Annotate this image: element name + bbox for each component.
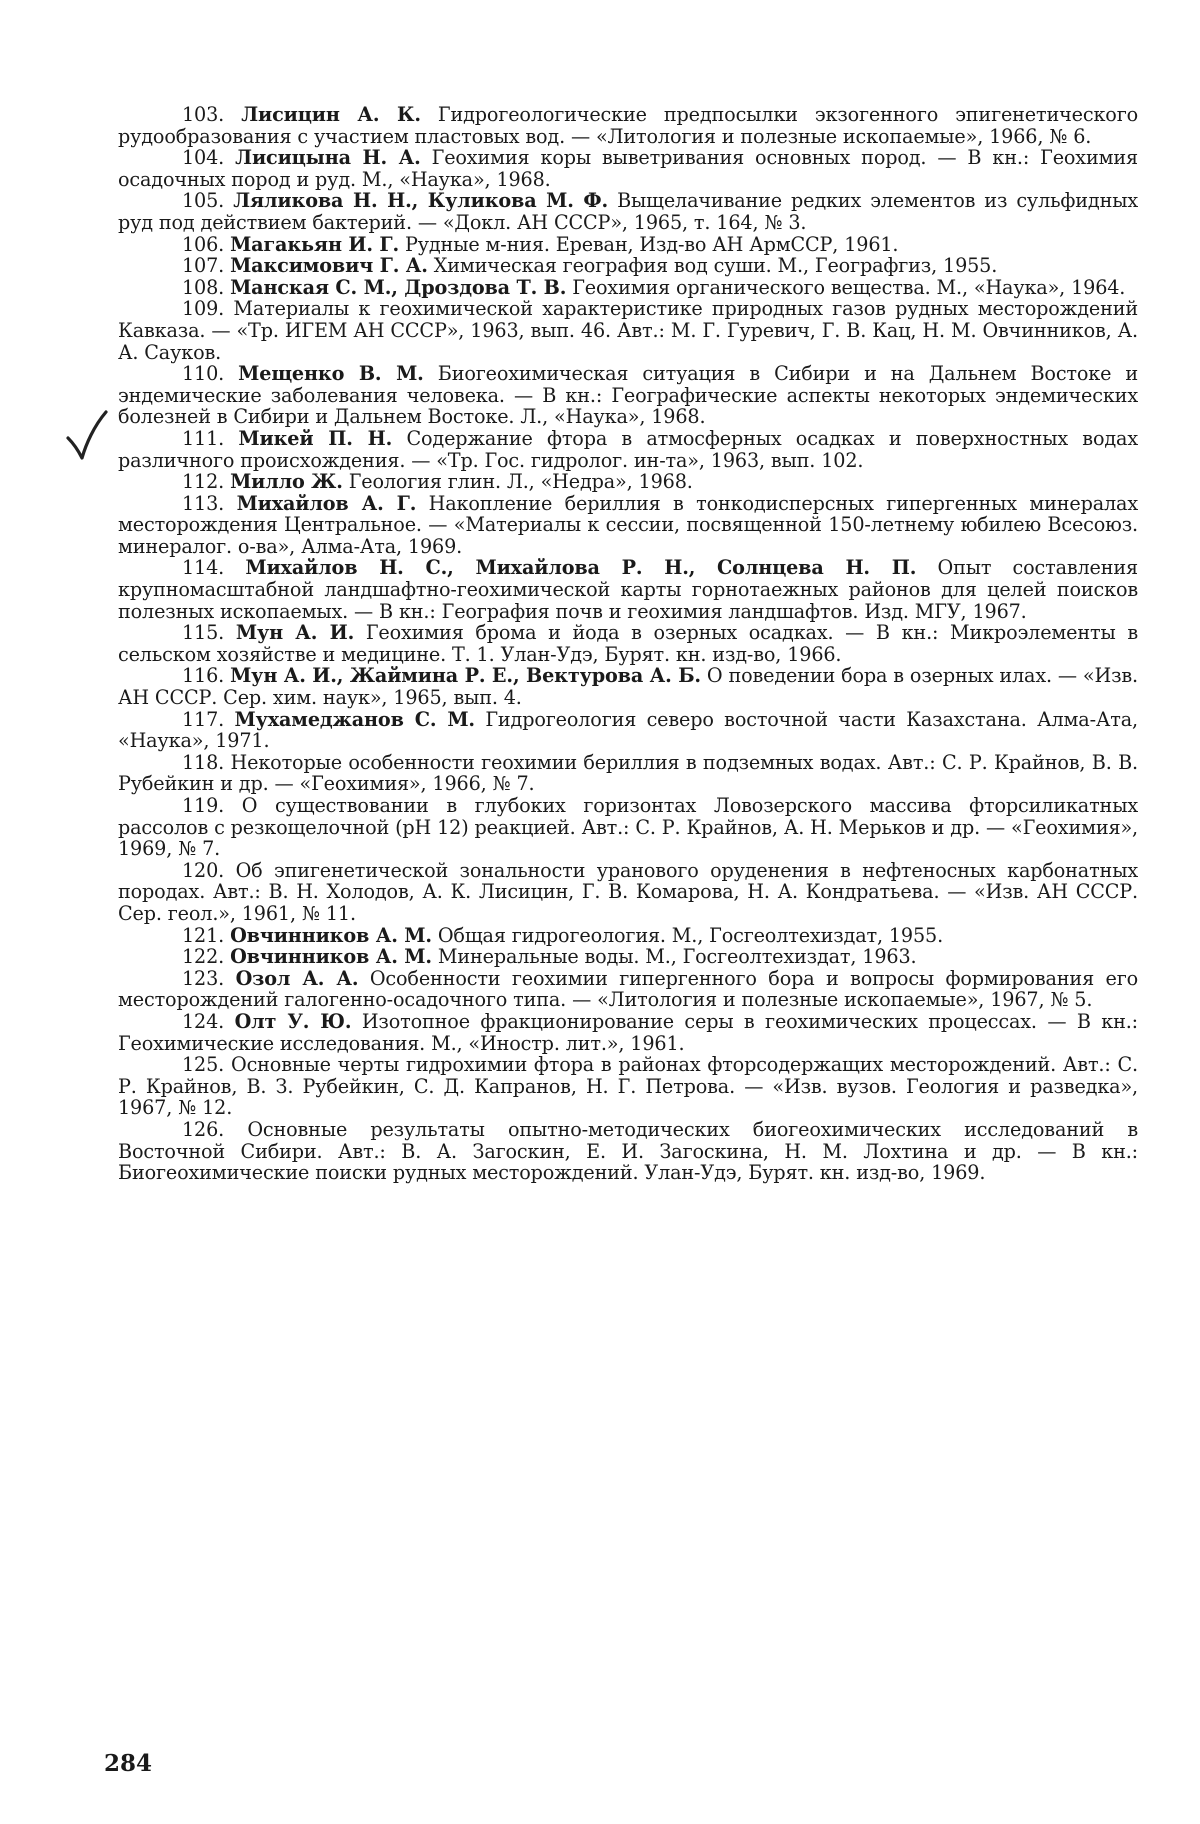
entry-text: Выщелачивание редких элементов из сульфидных руд под действием бактерий. — «Докл. АН СССР», 1965, т. 164, № 3. (118, 189, 1139, 234)
entry-number: 120. (182, 858, 225, 882)
entry-text: Изотопное фракционирование серы в геохимических процессах. — В кн.: Геохимические исследования. М., «Иностр. лит.», 1961. (118, 1009, 1138, 1055)
entry-text: Особенности геохимии гипергенного бора и вопросы формирования его месторождений галогенно-осадочного типа. — «Литология и полезные ископаемые», 1967, № 5. (118, 966, 1138, 1012)
entry-number: 103. (182, 103, 225, 126)
entry-authors: Максимович Г. А. (230, 254, 428, 278)
entry-text: Некоторые особенности геохимии бериллия в подземных водах. Авт.: С. Р. Крайнов, В. В. Рубейкин и др. — «Геохимия», 1966, № 7. (118, 750, 1139, 796)
entry-number: 111. (182, 426, 225, 450)
entry-number: 112. (182, 470, 225, 494)
entry-authors: Озол А. А. (235, 966, 359, 990)
entry-text: Биогеохимическая ситуация в Сибири и на Дальнем Востоке и эндемические заболевания человека. — В кн.: Географические аспекты некоторых эндемических болезней в Сибири и Дальнем Востоке. Л., «Наука», 1968. (118, 362, 1139, 429)
entry-authors: Лисицына Н. А. (235, 146, 421, 170)
bibliography-entry (118, 471, 1138, 493)
entry-text: Химическая география вод суши. М., Географгиз, 1955. (427, 254, 998, 278)
entry-number: 110. (182, 362, 225, 386)
entry-number: 122. (182, 945, 225, 969)
entry-authors: Олт У. Ю. (234, 1009, 352, 1033)
entry-text: Геология глин. Л., «Недра», 1968. (342, 470, 693, 494)
bibliography-entry (118, 1011, 1138, 1054)
entry-authors: Ляликова Н. Н., Куликова М. Ф. (233, 189, 609, 213)
entry-authors: Магакьян И. Г. (230, 232, 400, 256)
entry-authors: Милло Ж. (230, 470, 343, 494)
bibliography-entry (118, 234, 1138, 256)
entry-number: 121. (182, 923, 225, 947)
bibliography-entry (118, 968, 1138, 1011)
entry-number: 106. (182, 232, 225, 256)
bibliography-entry (118, 104, 1138, 147)
bibliography-entry (118, 557, 1138, 622)
checkmark-icon (64, 408, 108, 462)
entry-authors: Мухамеджанов С. М. (234, 707, 475, 731)
entry-text: Основные результаты опытно-методических биогеохимических исследований в Восточной Сибири. Авт.: В. А. Загоскин, Е. И. Загоскина, Н. М. Лохтина и др. — В кн.: Биогеохимические поиски рудных месторождений. Улан-Удэ, Бурят. кн. изд-во, 1969. (118, 1117, 1138, 1185)
entry-authors: Мещенко В. М. (238, 362, 424, 386)
entry-number: 107. (182, 254, 225, 278)
entry-authors: Мун А. И., Жаймина Р. Е., Вектурова А. Б. (230, 664, 701, 688)
entry-number: 117. (182, 707, 225, 731)
bibliography-entry (118, 925, 1138, 947)
entry-number: 116. (182, 664, 225, 688)
entry-number: 108. (182, 275, 225, 299)
bibliography-entry (118, 752, 1138, 795)
bibliography-entry (118, 255, 1138, 277)
bibliography-entry (118, 860, 1138, 925)
entry-text: Опыт составления крупномасштабной ландшафтно-геохимической карты горнотаежных районов для целей поисков полезных ископаемых. — В кн.: География почв и геохимия ландшафтов. Изд. МГУ, 1967. (118, 556, 1138, 623)
bibliography-entry (118, 622, 1138, 665)
entry-text: Об эпигенетической зональности уранового оруденения в нефтеносных карбонатных породах. Авт.: В. Н. Холодов, А. К. Лисицин, Г. В. Комарова, Н. А. Кондратьева. — «Изв. АН СССР. Сер. геол.», 1961, № 11. (118, 858, 1138, 925)
entry-text: Содержание фтора в атмосферных осадках и поверхностных водах различного происхождения. — «Тр. Гос. гидролог. ин-та», 1963, вып. 102. (118, 426, 1138, 472)
entry-authors: Овчинников А. М. (230, 945, 432, 969)
bibliography-entry (118, 946, 1138, 968)
bibliography-entry (118, 277, 1138, 299)
entry-number: 126. (182, 1117, 225, 1141)
entry-authors: Михайлов А. Г. (236, 491, 417, 515)
bibliography-entry (118, 363, 1138, 428)
entry-authors: Манская С. М., Дроздова Т. В. (230, 275, 567, 299)
entry-number: 105. (182, 189, 225, 213)
entry-text: Общая гидрогеология. М., Госгеолтехиздат, 1955. (431, 923, 944, 947)
entry-authors: Микей П. Н. (238, 426, 393, 450)
entry-text: Минеральные воды. М., Госгеолтехиздат, 1963. (431, 945, 917, 969)
entry-number: 114. (182, 556, 225, 580)
entry-text: Гидрогеологические предпосылки экзогенного эпигенетического рудообразования с участием пластовых вод. — «Литология и полезные ископаемые», 1966, № 6. (118, 103, 1139, 148)
entry-text: О поведении бора в озерных илах. — «Изв. АН СССР. Сер. хим. наук», 1965, вып. 4. (118, 664, 1138, 710)
entry-number: 125. (182, 1053, 225, 1077)
entry-number: 124. (182, 1009, 225, 1033)
entry-text: Геохимия коры выветривания основных пород. — В кн.: Геохимия осадочных пород и руд. М., «Наука», 1968. (118, 146, 1138, 191)
bibliography-entry (118, 1054, 1138, 1119)
entry-text: Геохимия брома и йода в озерных осадках. — В кн.: Микроэлементы в сельском хозяйстве и медицине. Т. 1. Улан-Удэ, Бурят. кн. изд-во, 1966. (118, 621, 1138, 666)
entry-number: 123. (182, 966, 225, 990)
bibliography-entry (118, 147, 1138, 190)
entry-authors: Овчинников А. М. (230, 923, 432, 947)
entry-authors: Михайлов Н. С., Михайлова Р. Н., Солнцева Н. П. (245, 556, 917, 580)
entry-text: Рудные м-ния. Ереван, Изд-во АН АрмССР, 1961. (399, 232, 899, 256)
bibliography-entry (118, 298, 1138, 363)
bibliography-entry (118, 1119, 1138, 1184)
bibliography-entry (118, 493, 1138, 558)
bibliography-entry (118, 428, 1138, 471)
bibliography-entry (118, 190, 1138, 233)
entry-number: 104. (182, 146, 225, 170)
entry-number: 109. (182, 297, 225, 321)
entry-number: 119. (182, 794, 225, 817)
entry-number: 113. (182, 491, 225, 515)
page-number: 284 (104, 1750, 153, 1777)
entry-authors: Лисицин А. К. (241, 103, 421, 126)
bibliography-entry (118, 709, 1138, 752)
entry-text: Гидрогеология северо восточной части Казахстана. Алма-Ата, «Наука», 1971. (118, 707, 1138, 753)
entry-text: Материалы к геохимической характеристике природных газов рудных месторождений Кавказа. — «Тр. ИГЕМ АН СССР», 1963, вып. 46. Авт.: М. Г. Гуревич, Г. В. Кац, Н. М. Овчинников, А. А. Сауков. (118, 297, 1138, 364)
entry-authors: Мун А. И. (235, 621, 355, 645)
entry-text: Геохимия органического вещества. М., «Наука», 1964. (566, 275, 1126, 299)
bibliography-entry (118, 795, 1138, 860)
bibliography-entry (118, 665, 1138, 708)
bibliography-list (118, 104, 1138, 1184)
entry-number: 115. (182, 621, 225, 645)
entry-text: О существовании в глубоких горизонтах Ловозерского массива фторсиликатных рассолов с резкощелочной (pH 12) реакцией. Авт.: С. Р. Крайнов, А. Н. Мерьков и др. — «Геохимия», 1969, № 7. (118, 794, 1138, 861)
entry-text: Накопление бериллия в тонкодисперсных гипергенных минералах месторождения Центральное. — «Материалы к сессии, посвященной 150-летнему юбилею Всесоюз. минералог. о-ва», Алма-Ата, 1969. (118, 491, 1139, 558)
entry-text: Основные черты гидрохимии фтора в районах фторсодержащих месторождений. Авт.: С. Р. Крайнов, В. З. Рубейкин, С. Д. Капранов, Н. Г. Петрова. — «Изв. вузов. Геология и разведка», 1967, № 12. (118, 1053, 1139, 1120)
entry-number: 118. (182, 750, 225, 774)
